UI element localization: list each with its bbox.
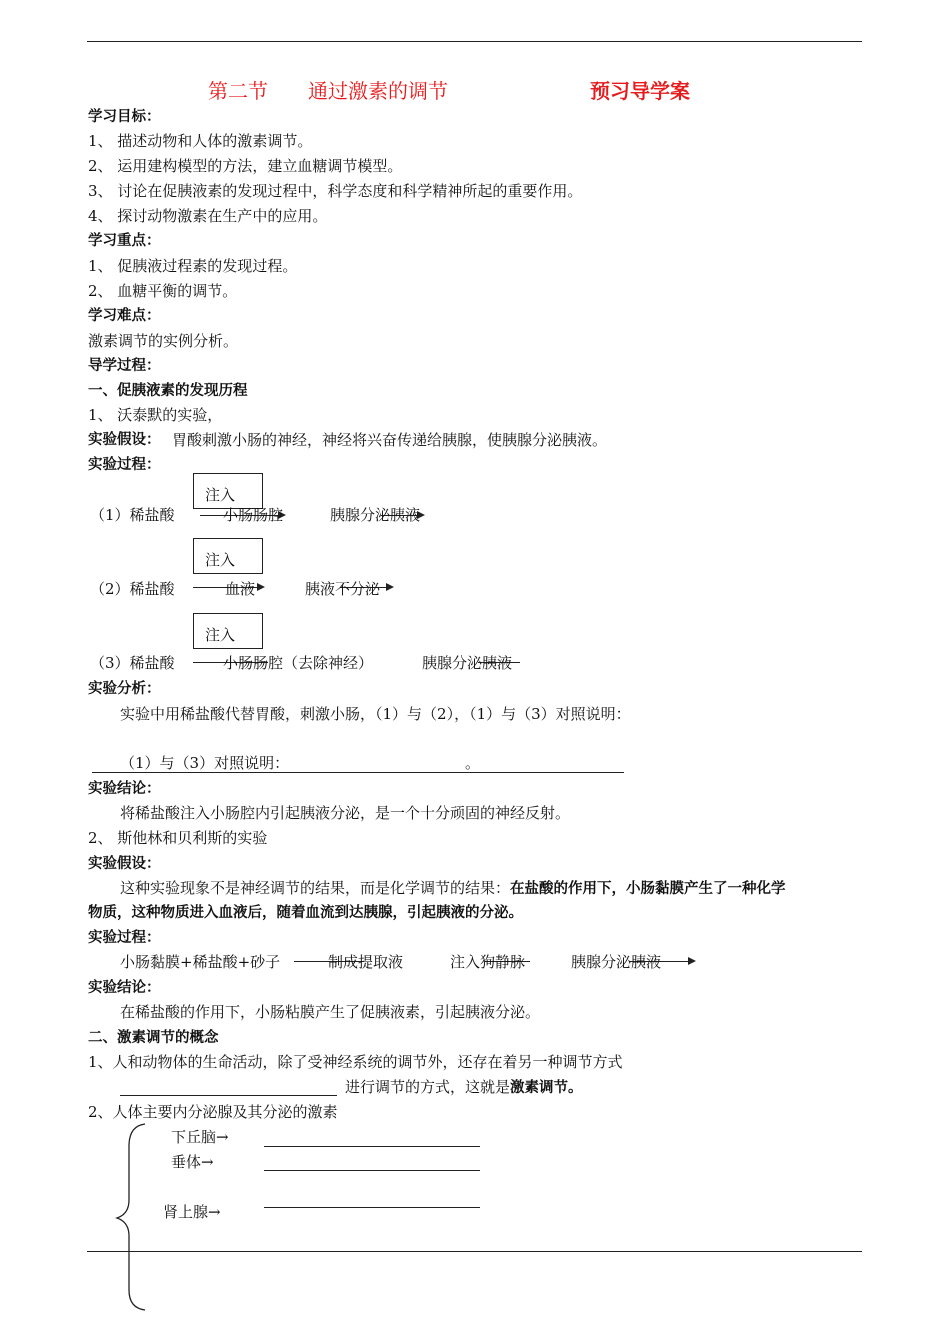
left-brace [113,1122,153,1312]
exp1-hypothesis-label: 实验假设： [88,432,161,448]
exp2-title: 2、 斯他林和贝利斯的实验 [88,829,268,847]
exp1-analysis-label: 实验分析： [88,681,161,697]
objective-item: 2、 运用建构模型的方法，建立血糖调节模型。 [88,157,403,175]
part2-heading: 二、激素调节的概念 [88,1030,219,1046]
bottom-rule [87,1251,862,1252]
part1-heading: 一、促胰液素的发现历程 [88,383,248,399]
key-points-heading: 学习重点： [88,233,161,249]
gland-adrenal: 肾上腺→ [163,1203,221,1221]
exp2-hypothesis-bold: 在盐酸的作用下，小肠黏膜产生了一种化学 [510,881,786,897]
key-point-item: 1、 促胰液过程素的发现过程。 [88,257,298,275]
hormone-regulation-term: 激素调节。 [510,1080,583,1096]
exp2-hypothesis-label: 实验假设： [88,856,161,872]
row2-start: （2）稀盐酸 [90,580,175,598]
part2-item1-line2: 进行调节的方式，这就是激素调节。 [345,1078,583,1096]
exp2-conclusion-text: 在稀盐酸的作用下，小肠粘膜产生了促胰液素，引起胰液分泌。 [120,1003,541,1021]
exp1-conclusion-text: 将稀盐酸注入小肠腔内引起胰液分泌，是一个十分顽固的神经反射。 [120,804,571,822]
doc-type-title: 预习导学案 [590,79,690,103]
row1-mid: 小肠肠腔 [223,506,284,524]
exp1-title: 1、 沃泰默的实验， [88,406,223,424]
exp2-step: 胰腺分泌胰液 [571,953,662,971]
top-rule [87,41,862,42]
row3-mid: 小肠肠腔（去除神经） [223,654,374,672]
exp2-step: 制成提取液 [328,953,404,971]
exp2-hypothesis-bold-2: 物质，这种物质进入血液后，随着血流到达胰腺，引起胰液的分泌。 [88,905,523,921]
exp1-process-label: 实验过程： [88,457,161,473]
key-point-item: 2、 血糖平衡的调节。 [88,282,238,300]
objectives-heading: 学习目标： [88,109,161,125]
gland-hypothalamus: 下丘脑→ [171,1128,229,1146]
part2-item1-line1: 1、人和动物体的生命活动，除了受神经系统的调节外，还存在着另一种调节方式 [88,1053,623,1071]
row3-end: 胰腺分泌胰液 [422,654,513,672]
row2-end: 胰液不分泌 [305,580,381,598]
process-heading: 导学过程： [88,358,161,374]
objective-item: 3、 讨论在促胰液素的发现过程中，科学态度和科学精神所起的重要作用。 [88,182,583,200]
objective-item: 4、 探讨动物激素在生产中的应用。 [88,207,328,225]
objective-item: 1、 描述动物和人体的激素调节。 [88,132,313,150]
exp2-step: 小肠黏膜+稀盐酸+砂子 [120,953,281,971]
exp2-conclusion-label: 实验结论： [88,980,161,996]
gland-pituitary: 垂体→ [171,1153,214,1171]
row3-start: （3）稀盐酸 [90,654,175,672]
exp2-hypothesis-text: 这种实验现象不是神经调节的结果，而是化学调节的结果：在盐酸的作用下，小肠黏膜产生了一种化学 [120,879,786,897]
section-title: 第二节 [208,79,268,103]
fill-blank-line [120,1095,337,1096]
gland-blank-line [264,1146,480,1147]
inject-label: 注入 [205,486,236,504]
exp2-process-label: 实验过程： [88,930,161,946]
exp1-analysis-blank: （1）与（3）对照说明： [120,754,290,772]
exp1-analysis-end: 。 [465,754,481,772]
difficulties-heading: 学习难点： [88,308,161,324]
part2-item2: 2、人体主要内分泌腺及其分泌的激素 [88,1103,338,1121]
inject-label: 注入 [205,626,236,644]
row2-mid: 血液 [225,580,256,598]
row1-start: （1）稀盐酸 [90,506,175,524]
exp1-hypothesis-text: 胃酸刺激小肠的神经，神经将兴奋传递给胰腺，使胰腺分泌胰液。 [172,431,608,449]
exp1-analysis-text: 实验中用稀盐酸代替胃酸，刺激小肠，（1）与（2），（1）与（3）对照说明： [120,705,631,723]
topic-title: 通过激素的调节 [308,79,448,103]
answer-blank-line [92,772,624,773]
row1-end: 胰腺分泌胰液 [330,506,421,524]
inject-label: 注入 [205,551,236,569]
exp1-conclusion-label: 实验结论： [88,781,161,797]
exp2-step: 注入狗静脉 [450,953,526,971]
gland-blank-line [264,1170,480,1171]
difficulties-text: 激素调节的实例分析。 [88,332,239,350]
gland-blank-line [264,1207,480,1208]
